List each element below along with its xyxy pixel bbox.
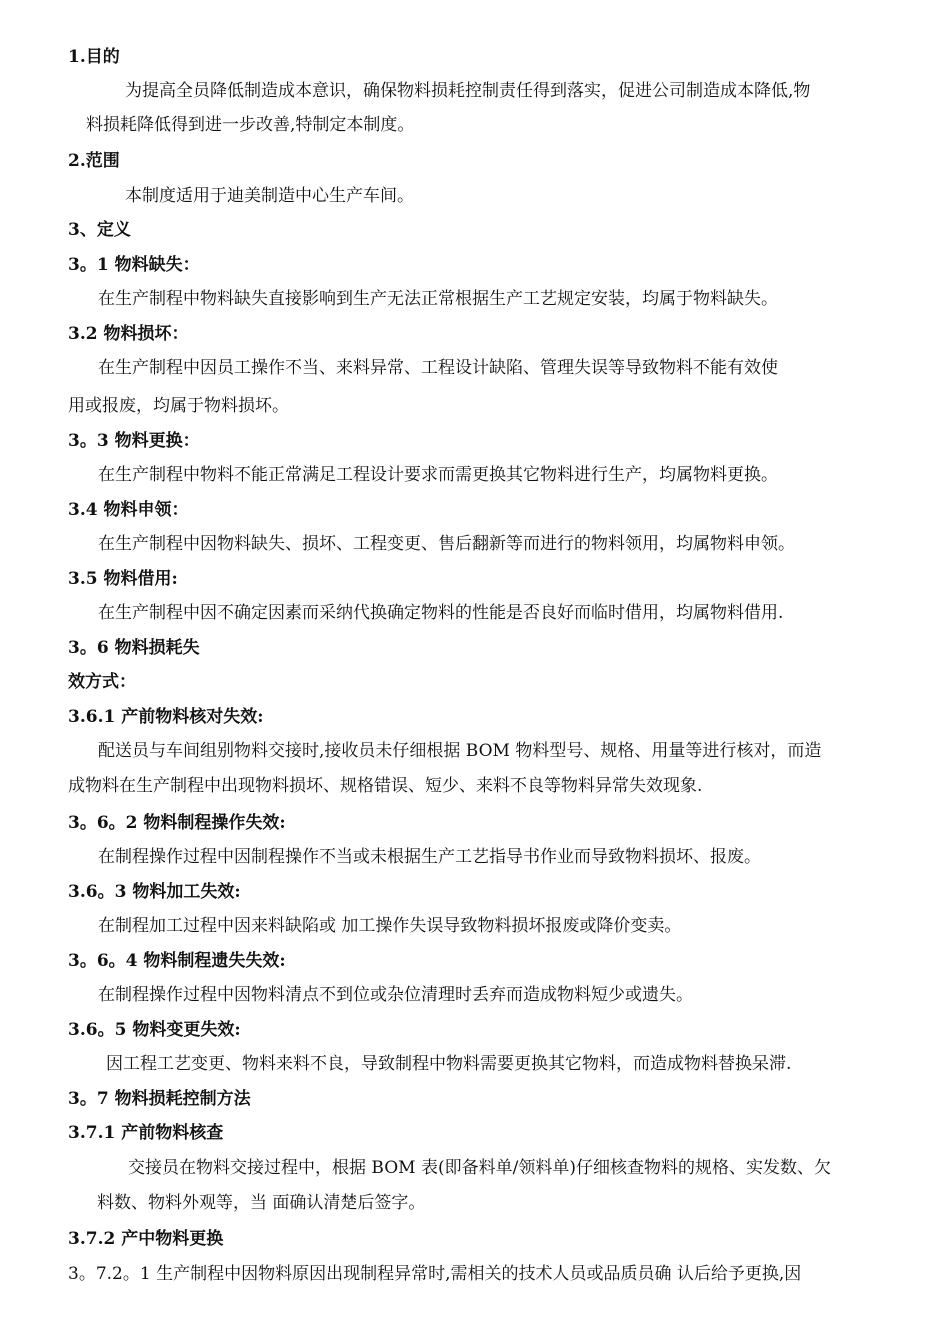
paragraph-line: 交接员在物料交接过程中，根据 BOM 表(即备料单/领料单)仔细核查物料的规格、实发数、欠 bbox=[128, 1158, 831, 1178]
subheading: 3.6。5 物料变更失效: bbox=[68, 1020, 241, 1040]
subheading: 3。6 物料损耗失 bbox=[68, 638, 200, 658]
paragraph-line: 配送员与车间组别物料交接时,接收员未仔细根据 BOM 物料型号、规格、用量等进行核对，而造 bbox=[98, 741, 822, 761]
heading-scope: 2.范围 bbox=[68, 151, 120, 171]
subheading: 3.7.1 产前物料核查 bbox=[68, 1123, 224, 1143]
subheading: 3。3 物料更换： bbox=[68, 431, 200, 451]
paragraph-line: 在生产制程中因不确定因素而采纳代换确定物料的性能是否良好而临时借用，均属物料借用. bbox=[98, 603, 784, 623]
paragraph-line: 在生产制程中物料不能正常满足工程设计要求而需更换其它物料进行生产，均属物料更换。 bbox=[98, 465, 778, 485]
paragraph-line: 成物料在生产制程中出现物料损坏、规格错误、短少、来料不良等物料异常失效现象. bbox=[68, 776, 703, 796]
heading-definitions: 3、定义 bbox=[68, 220, 131, 240]
subheading: 3。1 物料缺失： bbox=[68, 255, 200, 275]
subheading: 效方式： bbox=[68, 672, 136, 692]
subheading: 3.5 物料借用: bbox=[68, 569, 178, 589]
subheading: 3.2 物料损坏： bbox=[68, 324, 189, 344]
paragraph-line: 在生产制程中因员工操作不当、来料异常、工程设计缺陷、管理失误等导致物料不能有效使 bbox=[98, 358, 778, 378]
paragraph-line: 在生产制程中因物料缺失、损坏、工程变更、售后翻新等而进行的物料领用，均属物料申领。 bbox=[98, 534, 795, 554]
paragraph-line: 料损耗降低得到进一步改善,特制定本制度。 bbox=[86, 115, 415, 135]
subheading: 3.6。3 物料加工失效: bbox=[68, 882, 241, 902]
subheading: 3.6.1 产前物料核对失效: bbox=[68, 707, 264, 727]
paragraph-line: 在制程加工过程中因来料缺陷或 加工操作失误导致物料损坏报废或降价变卖。 bbox=[98, 916, 682, 936]
paragraph-line: 为提高全员降低制造成本意识，确保物料损耗控制责任得到落实，促进公司制造成本降低,物 bbox=[125, 81, 811, 101]
paragraph-line: 在制程操作过程中因制程操作不当或未根据生产工艺指导书作业而导致物料损坏、报废。 bbox=[98, 847, 761, 867]
subheading: 3.7.2 产中物料更换 bbox=[68, 1229, 224, 1249]
paragraph-line: 用或报废，均属于物料损坏。 bbox=[68, 396, 289, 416]
paragraph-line: 本制度适用于迪美制造中心生产车间。 bbox=[125, 186, 414, 206]
paragraph-line: 在制程操作过程中因物料清点不到位或杂位清理时丢弃而造成物料短少或遗失。 bbox=[98, 985, 693, 1005]
paragraph-line: 因工程工艺变更、物料来料不良，导致制程中物料需要更换其它物料，而造成物料替换呆滞. bbox=[106, 1054, 792, 1074]
paragraph-line: 在生产制程中物料缺失直接影响到生产无法正常根据生产工艺规定安装，均属于物料缺失。 bbox=[98, 289, 778, 309]
heading-purpose: 1.目的 bbox=[68, 47, 120, 67]
paragraph-line: 3。7.2。1 生产制程中因物料原因出现制程异常时,需相关的技术人员或品质员确 认后给予更换,因 bbox=[68, 1264, 802, 1284]
subheading: 3。6。2 物料制程操作失效: bbox=[68, 813, 286, 833]
subheading: 3。6。4 物料制程遗失失效: bbox=[68, 951, 286, 971]
paragraph-line: 料数、物料外观等，当 面确认清楚后签字。 bbox=[97, 1193, 426, 1213]
subheading: 3。7 物料损耗控制方法 bbox=[68, 1089, 251, 1109]
subheading: 3.4 物料申领： bbox=[68, 500, 189, 520]
